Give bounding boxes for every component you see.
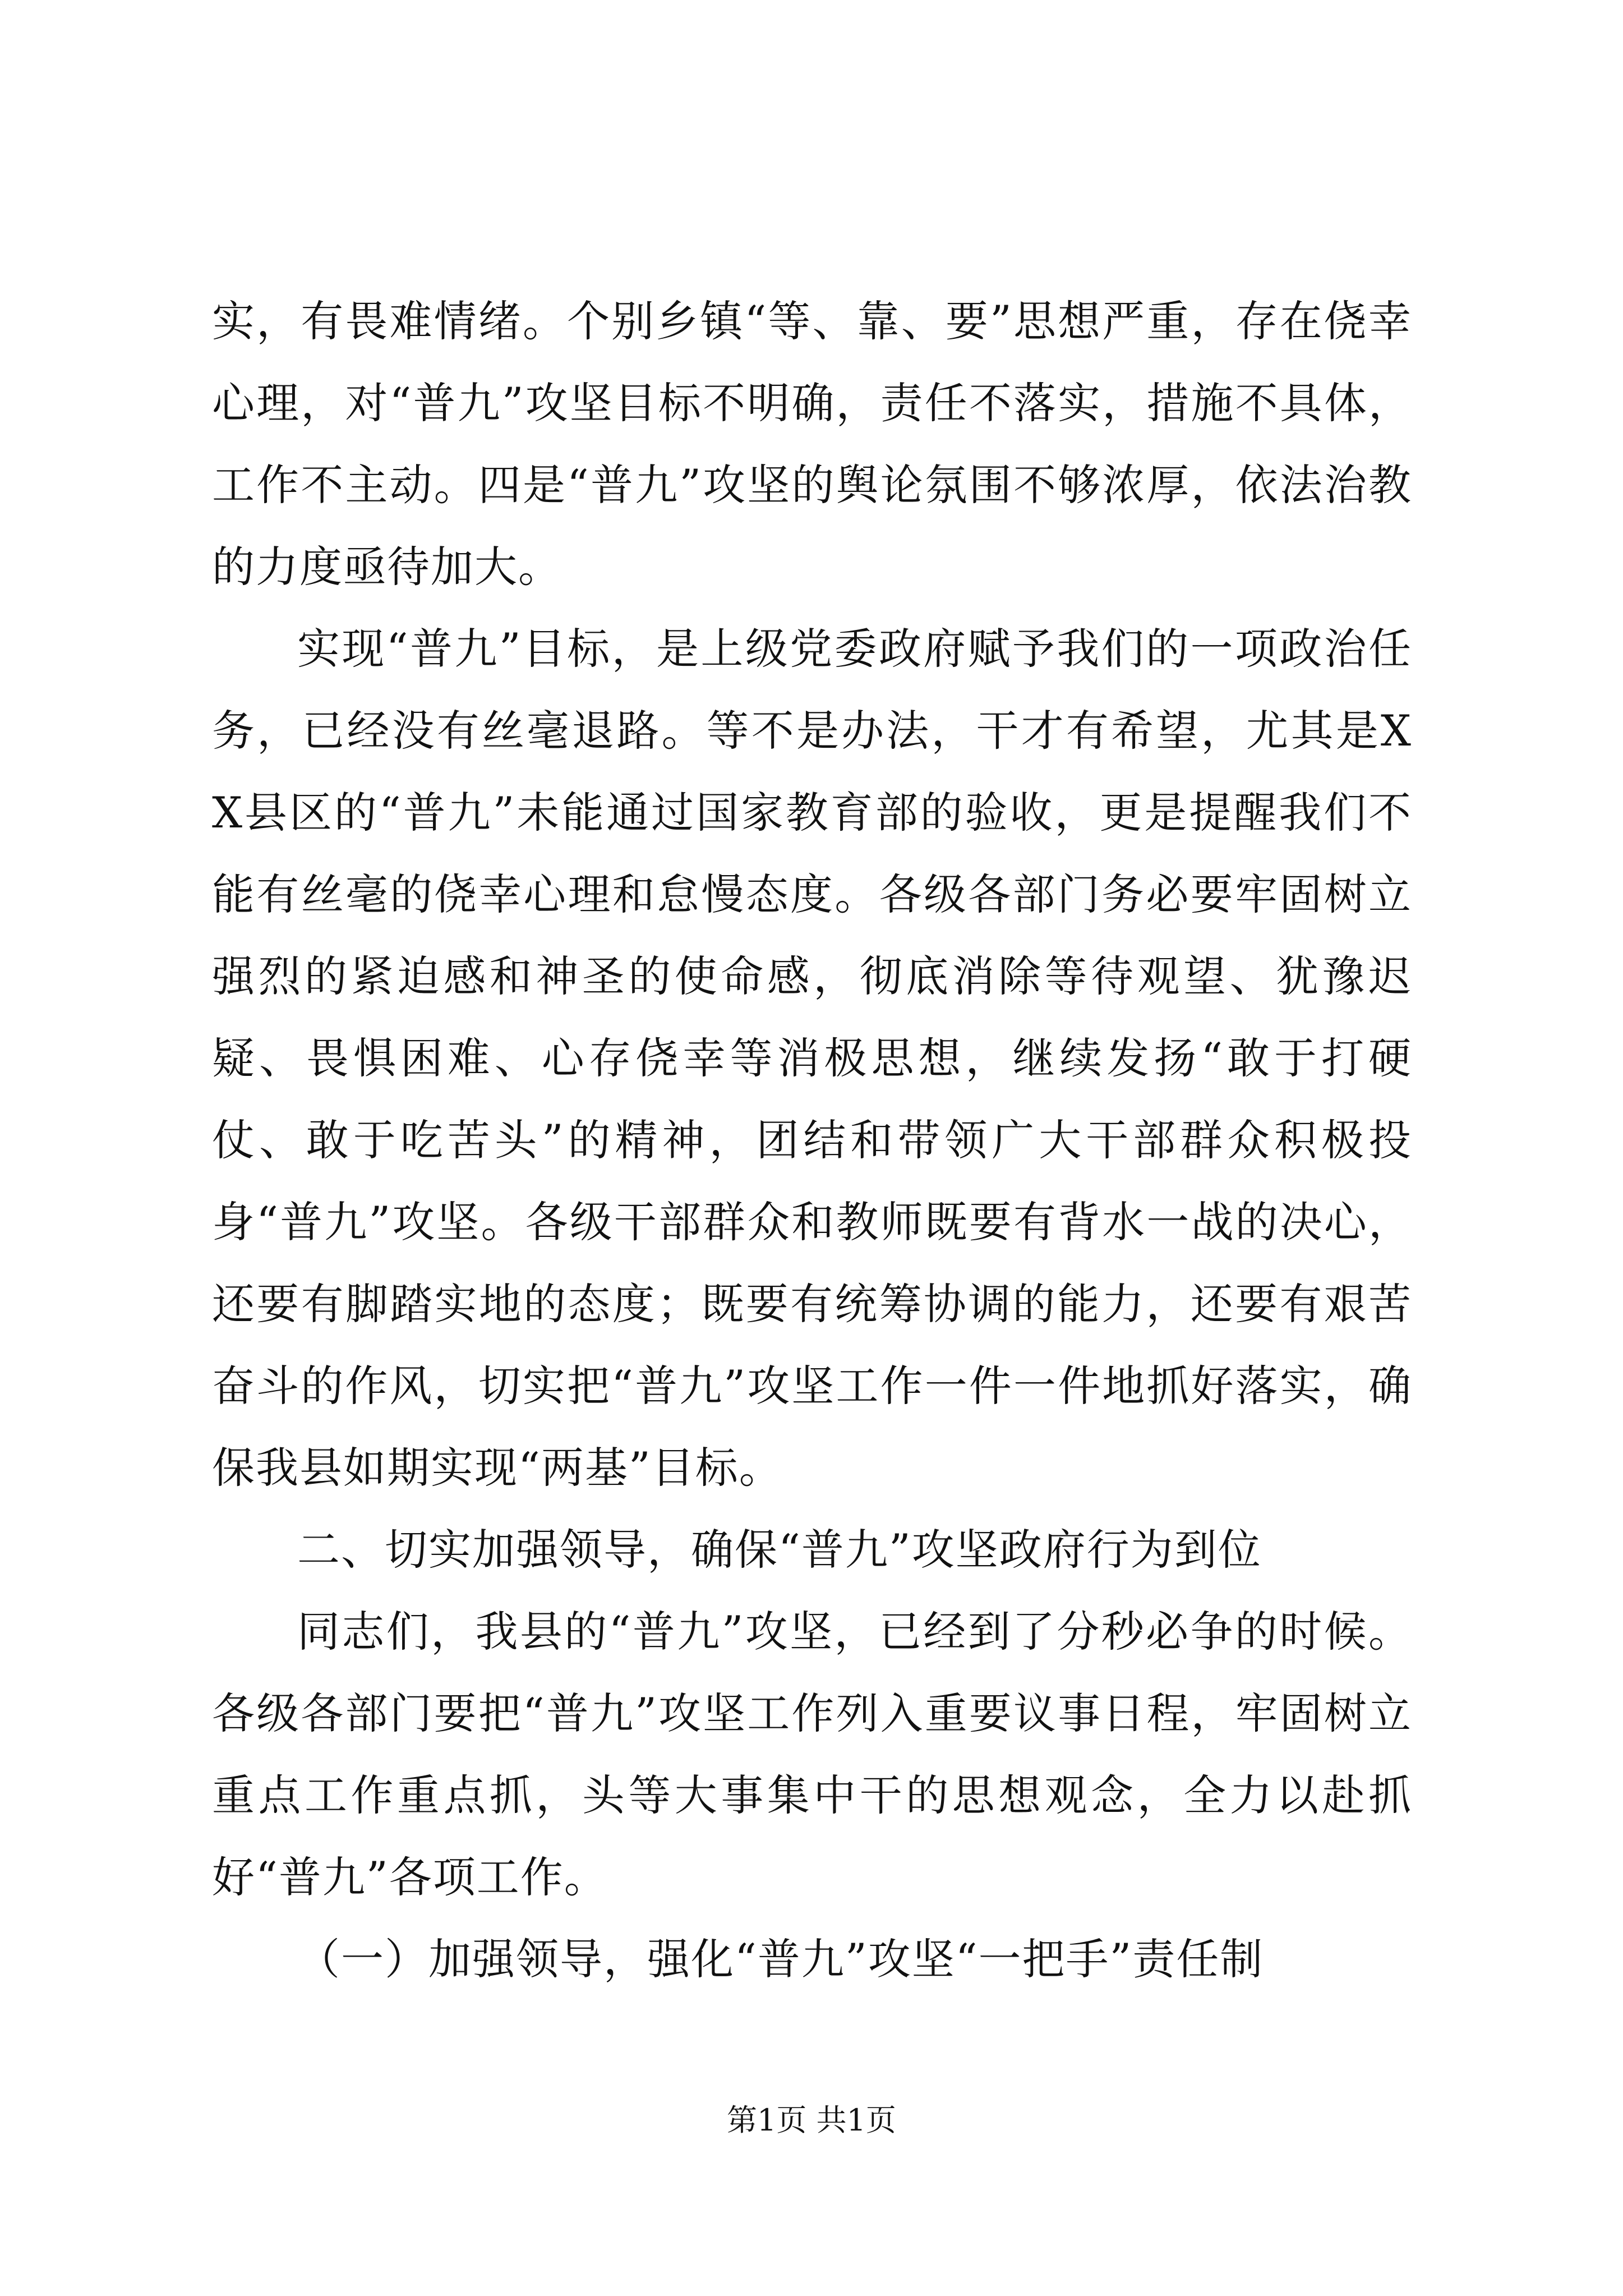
- paragraph-continuation: 实，有畏难情绪。个别乡镇“等、靠、要”思想严重，存在侥幸心理，对“普九”攻坚目标不明确，责任不落实，措施不具体，工作不主动。四是“普九”攻坚的舆论氛围不够浓厚，依法治教的力度亟待加大。: [212, 296, 1412, 592]
- paragraph-political-task: 实现“普九”目标，是上级党委政府赋予我们的一项政治任务，已经没有丝毫退路。等不是办法，干才有希望，尤其是XX县区的“普九”未能通过国家教育部的验收，更是提醒我们不能有丝毫的侥幸心理和怠慢态度。各级各部门务必要牢固树立强烈的紧迫感和神圣的使命感，彻底消除等待观望、犹豫迟疑、畏惧困难、心存侥幸等消极思想，继续发扬“敢于打硬仗、敢于吃苦头”的精神，团结和带领广大干部群众积极投身“普九”攻坚。各级干部群众和教师既要有背水一战的决心，还要有脚踏实地的态度；既要有统筹协调的能力，还要有艰苦奋斗的作风，切实把“普九”攻坚工作一件一件地抓好落实，确保我县如期实现“两基”目标。: [212, 624, 1412, 1493]
- paragraph-comrades: 同志们，我县的“普九”攻坚，已经到了分秒必争的时候。各级各部门要把“普九”攻坚工作列入重要议事日程，牢固树立重点工作重点抓，头等大事集中干的思想观念，全力以赴抓好“普九”各项工作。: [212, 1607, 1412, 1902]
- document-body: [212, 280, 1412, 2000]
- section-heading-two: 二、切实加强领导，确保“普九”攻坚政府行为到位: [297, 1525, 1262, 1575]
- subsection-heading-one: （一）加强领导，强化“普九”攻坚“一把手”责任制: [297, 1934, 1264, 1984]
- page-footer: 第1页 共1页: [727, 2102, 896, 2138]
